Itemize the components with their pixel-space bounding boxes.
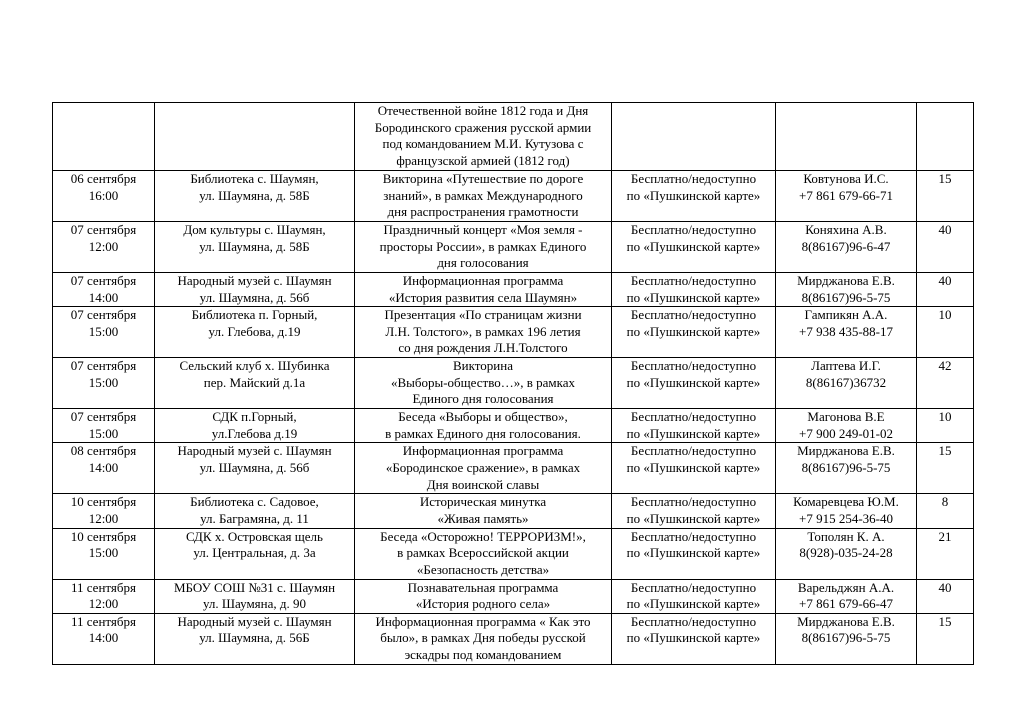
- event-line: Историческая минутка: [419, 494, 547, 510]
- contact-cell: [776, 443, 917, 494]
- place-line: ул. Глебова, д.19: [208, 323, 301, 339]
- event-line: Викторина: [453, 358, 513, 374]
- event-cell: [355, 494, 612, 528]
- participants-count-cell: [917, 528, 974, 579]
- table-row: [53, 307, 974, 358]
- price-line: по «Пушкинской карте»: [626, 425, 761, 441]
- contact-cell: [776, 103, 917, 171]
- price-line: Бесплатно/недоступно: [630, 307, 757, 323]
- event-line: Презентация «По страницам жизни: [384, 307, 582, 323]
- date-line: 07 сентября: [70, 358, 137, 374]
- event-cell: [355, 171, 612, 222]
- event-cell: [355, 103, 612, 171]
- contact-cell: [776, 171, 917, 222]
- place-cell: [155, 494, 355, 528]
- place-line: ул. Баграмяна, д. 11: [200, 510, 309, 526]
- date-cell: [53, 443, 155, 494]
- contact-line: Лаптева И.Г.: [811, 358, 881, 374]
- price-cell: [612, 103, 776, 171]
- place-line: СДК х. Островская щель: [186, 528, 323, 544]
- place-line: Библиотека п. Горный,: [191, 307, 318, 323]
- contact-cell: [776, 409, 917, 443]
- contact-cell: [776, 494, 917, 528]
- date-line: 12:00: [88, 238, 119, 254]
- event-line: «Бородинское сражение», в рамках: [385, 459, 581, 475]
- place-line: ул. Шаумяна, д. 58Б: [199, 187, 310, 203]
- place-line: пер. Майский д.1а: [203, 374, 306, 390]
- table-row: [53, 409, 974, 443]
- contact-cell: [776, 358, 917, 409]
- participants-count: 8: [941, 494, 949, 510]
- date-line: 08 сентября: [70, 443, 137, 459]
- date-cell: [53, 409, 155, 443]
- price-line: Бесплатно/недоступно: [630, 613, 757, 629]
- table-row: [53, 528, 974, 579]
- price-line: Бесплатно/недоступно: [630, 443, 757, 459]
- date-line: 07 сентября: [70, 222, 137, 237]
- place-line: ул. Шаумяна, д. 56б: [199, 289, 310, 305]
- place-cell: [155, 171, 355, 222]
- price-cell: [612, 273, 776, 307]
- price-cell: [612, 171, 776, 222]
- participants-count-cell: [917, 273, 974, 307]
- participants-count: 21: [938, 528, 952, 544]
- participants-count-cell: [917, 307, 974, 358]
- table-row: [53, 613, 974, 664]
- event-line: в рамках Всероссийской акции: [397, 545, 569, 561]
- event-line: Информационная программа: [402, 443, 564, 459]
- price-line: по «Пушкинской карте»: [626, 459, 761, 475]
- place-cell: [155, 222, 355, 273]
- event-line: «Выборы-общество…», в рамках: [390, 374, 576, 390]
- event-cell: [355, 222, 612, 273]
- event-cell: [355, 443, 612, 494]
- event-line: Беседа «Выборы и общество»,: [398, 409, 568, 425]
- date-cell: [53, 613, 155, 664]
- contact-line: 8(86167)96-5-75: [801, 289, 891, 305]
- price-line: Бесплатно/недоступно: [630, 358, 757, 374]
- event-line: Дня воинской славы: [426, 476, 540, 492]
- event-line: «История развития села Шаумян»: [388, 289, 578, 305]
- event-line: со дня рождения Л.Н.Толстого: [398, 340, 568, 356]
- place-line: МБОУ СОШ №31 с. Шаумян: [173, 579, 336, 595]
- event-line: Информационная программа: [402, 273, 564, 288]
- place-line: Народный музей с. Шаумян: [177, 273, 332, 288]
- contact-line: Мирджанова Е.В.: [797, 613, 895, 629]
- table-row: [53, 171, 974, 222]
- participants-count: 10: [938, 409, 952, 425]
- event-line: Л.Н. Толстого», в рамках 196 летия: [385, 323, 581, 339]
- date-line: 10 сентября: [70, 494, 137, 510]
- contact-line: Гампикян А.А.: [804, 307, 888, 323]
- table-row: [53, 579, 974, 613]
- place-cell: [155, 307, 355, 358]
- price-line: Бесплатно/недоступно: [630, 528, 757, 544]
- contact-line: 8(86167)96-5-75: [801, 459, 891, 475]
- contact-line: 8(86167)36732: [805, 374, 887, 390]
- price-line: Бесплатно/недоступно: [630, 579, 757, 595]
- place-line: Народный музей с. Шаумян: [177, 443, 332, 459]
- participants-count: 15: [938, 613, 952, 629]
- place-line: СДК п.Горный,: [212, 409, 297, 425]
- events-table-body: [53, 103, 974, 665]
- price-line: по «Пушкинской карте»: [626, 630, 761, 646]
- place-line: ул. Шаумяна, д. 56б: [199, 459, 310, 475]
- event-line: под командованием М.И. Кутузова с: [382, 136, 584, 152]
- price-line: по «Пушкинской карте»: [626, 374, 761, 390]
- participants-count: 40: [938, 579, 952, 595]
- date-cell: [53, 307, 155, 358]
- contact-line: +7 861 679-66-71: [799, 187, 893, 203]
- event-line: Праздничный концерт «Моя земля -: [383, 222, 583, 237]
- participants-count: 42: [938, 358, 952, 374]
- date-line: 15:00: [88, 545, 119, 561]
- contact-line: Тополян К. А.: [807, 528, 885, 544]
- participants-count-cell: [917, 103, 974, 171]
- date-line: 15:00: [88, 323, 119, 339]
- event-cell: [355, 273, 612, 307]
- date-line: 10 сентября: [70, 528, 137, 544]
- date-cell: [53, 103, 155, 171]
- price-cell: [612, 307, 776, 358]
- place-line: Сельский клуб х. Шубинка: [179, 358, 330, 374]
- date-line: 11 сентября: [70, 613, 136, 629]
- date-cell: [53, 579, 155, 613]
- date-cell: [53, 358, 155, 409]
- price-line: по «Пушкинской карте»: [626, 545, 761, 561]
- price-line: по «Пушкинской карте»: [626, 596, 761, 612]
- date-line: 06 сентября: [70, 171, 137, 186]
- date-line: 07 сентября: [70, 273, 137, 288]
- contact-cell: [776, 579, 917, 613]
- date-line: 15:00: [88, 374, 119, 390]
- event-line: Отечественной войне 1812 года и Дня: [377, 103, 589, 118]
- participants-count-cell: [917, 409, 974, 443]
- contact-cell: [776, 528, 917, 579]
- participants-count: 15: [938, 171, 952, 186]
- price-cell: [612, 443, 776, 494]
- date-line: 14:00: [88, 459, 119, 475]
- table-row: [53, 103, 974, 171]
- event-cell: [355, 307, 612, 358]
- event-cell: [355, 613, 612, 664]
- contact-line: +7 900 249-01-02: [799, 425, 893, 441]
- event-cell: [355, 579, 612, 613]
- table-row: [53, 222, 974, 273]
- event-line: Беседа «Осторожно! ТЕРРОРИЗМ!»,: [380, 528, 586, 544]
- price-line: Бесплатно/недоступно: [630, 494, 757, 510]
- contact-line: Ковтунова И.С.: [803, 171, 889, 186]
- contact-line: Варельджян А.А.: [797, 579, 895, 595]
- event-cell: [355, 358, 612, 409]
- price-line: Бесплатно/недоступно: [630, 222, 757, 237]
- place-line: ул. Шаумяна, д. 58Б: [199, 238, 310, 254]
- participants-count-cell: [917, 358, 974, 409]
- place-line: Библиотека с. Садовое,: [190, 494, 319, 510]
- date-cell: [53, 171, 155, 222]
- price-line: по «Пушкинской карте»: [626, 289, 761, 305]
- date-line: 11 сентября: [70, 579, 136, 595]
- place-line: ул. Шаумяна, д. 90: [202, 596, 307, 612]
- date-cell: [53, 273, 155, 307]
- event-line: французской армией (1812 год): [396, 152, 570, 168]
- table-row: [53, 494, 974, 528]
- contact-line: Мирджанова Е.В.: [797, 273, 895, 288]
- contact-line: Магонова В.Е: [807, 409, 885, 425]
- price-line: Бесплатно/недоступно: [630, 171, 757, 186]
- events-table: [52, 102, 974, 665]
- event-line: Единого дня голосования: [412, 391, 554, 407]
- event-line: Познавательная программа: [407, 579, 559, 595]
- place-cell: [155, 579, 355, 613]
- event-cell: [355, 528, 612, 579]
- place-cell: [155, 409, 355, 443]
- event-line: «Живая память»: [437, 510, 529, 526]
- date-line: 15:00: [88, 425, 119, 441]
- place-line: ул. Центральная, д. 3а: [193, 545, 316, 561]
- contact-line: +7 915 254-36-40: [799, 510, 893, 526]
- contact-line: Комаревцева Ю.М.: [793, 494, 899, 510]
- contact-line: Мирджанова Е.В.: [797, 443, 895, 459]
- event-line: Информационная программа « Как это: [375, 613, 591, 629]
- participants-count-cell: [917, 613, 974, 664]
- price-cell: [612, 409, 776, 443]
- price-line: Бесплатно/недоступно: [630, 409, 757, 425]
- event-line: было», в рамках Дня победы русской: [380, 630, 586, 646]
- event-line: дня голосования: [437, 255, 529, 271]
- place-cell: [155, 443, 355, 494]
- table-row: [53, 273, 974, 307]
- price-line: по «Пушкинской карте»: [626, 238, 761, 254]
- contact-line: 8(86167)96-5-75: [801, 630, 891, 646]
- place-cell: [155, 273, 355, 307]
- place-line: Народный музей с. Шаумян: [177, 613, 332, 629]
- place-cell: [155, 358, 355, 409]
- place-line: ул. Шаумяна, д. 56Б: [199, 630, 310, 646]
- event-line: Бородинского сражения русской армии: [374, 119, 592, 135]
- participants-count: 10: [938, 307, 952, 323]
- event-line: Викторина «Путешествие по дороге: [382, 171, 584, 186]
- participants-count-cell: [917, 494, 974, 528]
- date-line: 14:00: [88, 289, 119, 305]
- event-line: «История родного села»: [415, 596, 551, 612]
- price-cell: [612, 528, 776, 579]
- event-line: дня распространения грамотности: [387, 204, 579, 220]
- contact-cell: [776, 222, 917, 273]
- date-line: 07 сентября: [70, 307, 137, 323]
- participants-count-cell: [917, 171, 974, 222]
- place-cell: [155, 528, 355, 579]
- date-cell: [53, 528, 155, 579]
- participants-count: 40: [938, 222, 952, 237]
- date-line: 16:00: [88, 187, 119, 203]
- date-cell: [53, 222, 155, 273]
- price-line: по «Пушкинской карте»: [626, 510, 761, 526]
- contact-cell: [776, 613, 917, 664]
- event-line: в рамках Единого дня голосования.: [385, 425, 581, 441]
- participants-count-cell: [917, 443, 974, 494]
- contact-line: 8(928)-035-24-28: [799, 545, 893, 561]
- contact-line: +7 938 435-88-17: [799, 323, 893, 339]
- contact-line: 8(86167)96-6-47: [801, 238, 891, 254]
- event-line: знаний», в рамках Международного: [383, 187, 583, 203]
- place-line: Библиотека с. Шаумян,: [190, 171, 319, 186]
- place-line: Дом культуры с. Шаумян,: [183, 222, 326, 237]
- contact-cell: [776, 307, 917, 358]
- date-cell: [53, 494, 155, 528]
- participants-count-cell: [917, 222, 974, 273]
- price-line: Бесплатно/недоступно: [630, 273, 757, 288]
- contact-cell: [776, 273, 917, 307]
- date-line: 12:00: [88, 596, 119, 612]
- price-cell: [612, 579, 776, 613]
- place-cell: [155, 103, 355, 171]
- place-cell: [155, 613, 355, 664]
- contact-line: +7 861 679-66-47: [799, 596, 893, 612]
- price-cell: [612, 358, 776, 409]
- price-line: по «Пушкинской карте»: [626, 323, 761, 339]
- event-line: «Безопасность детства»: [416, 561, 550, 577]
- participants-count: 40: [938, 273, 952, 288]
- contact-line: Коняхина А.В.: [805, 222, 887, 237]
- price-cell: [612, 494, 776, 528]
- event-line: просторы России», в рамках Единого: [379, 238, 587, 254]
- price-cell: [612, 613, 776, 664]
- price-line: по «Пушкинской карте»: [626, 187, 761, 203]
- place-line: ул.Глебова д.19: [211, 425, 298, 441]
- event-line: эскадры под командованием: [404, 646, 562, 662]
- table-row: [53, 358, 974, 409]
- date-line: 12:00: [88, 510, 119, 526]
- table-row: [53, 443, 974, 494]
- date-line: 14:00: [88, 630, 119, 646]
- event-cell: [355, 409, 612, 443]
- participants-count: 15: [938, 443, 952, 459]
- price-cell: [612, 222, 776, 273]
- participants-count-cell: [917, 579, 974, 613]
- date-line: 07 сентября: [70, 409, 137, 425]
